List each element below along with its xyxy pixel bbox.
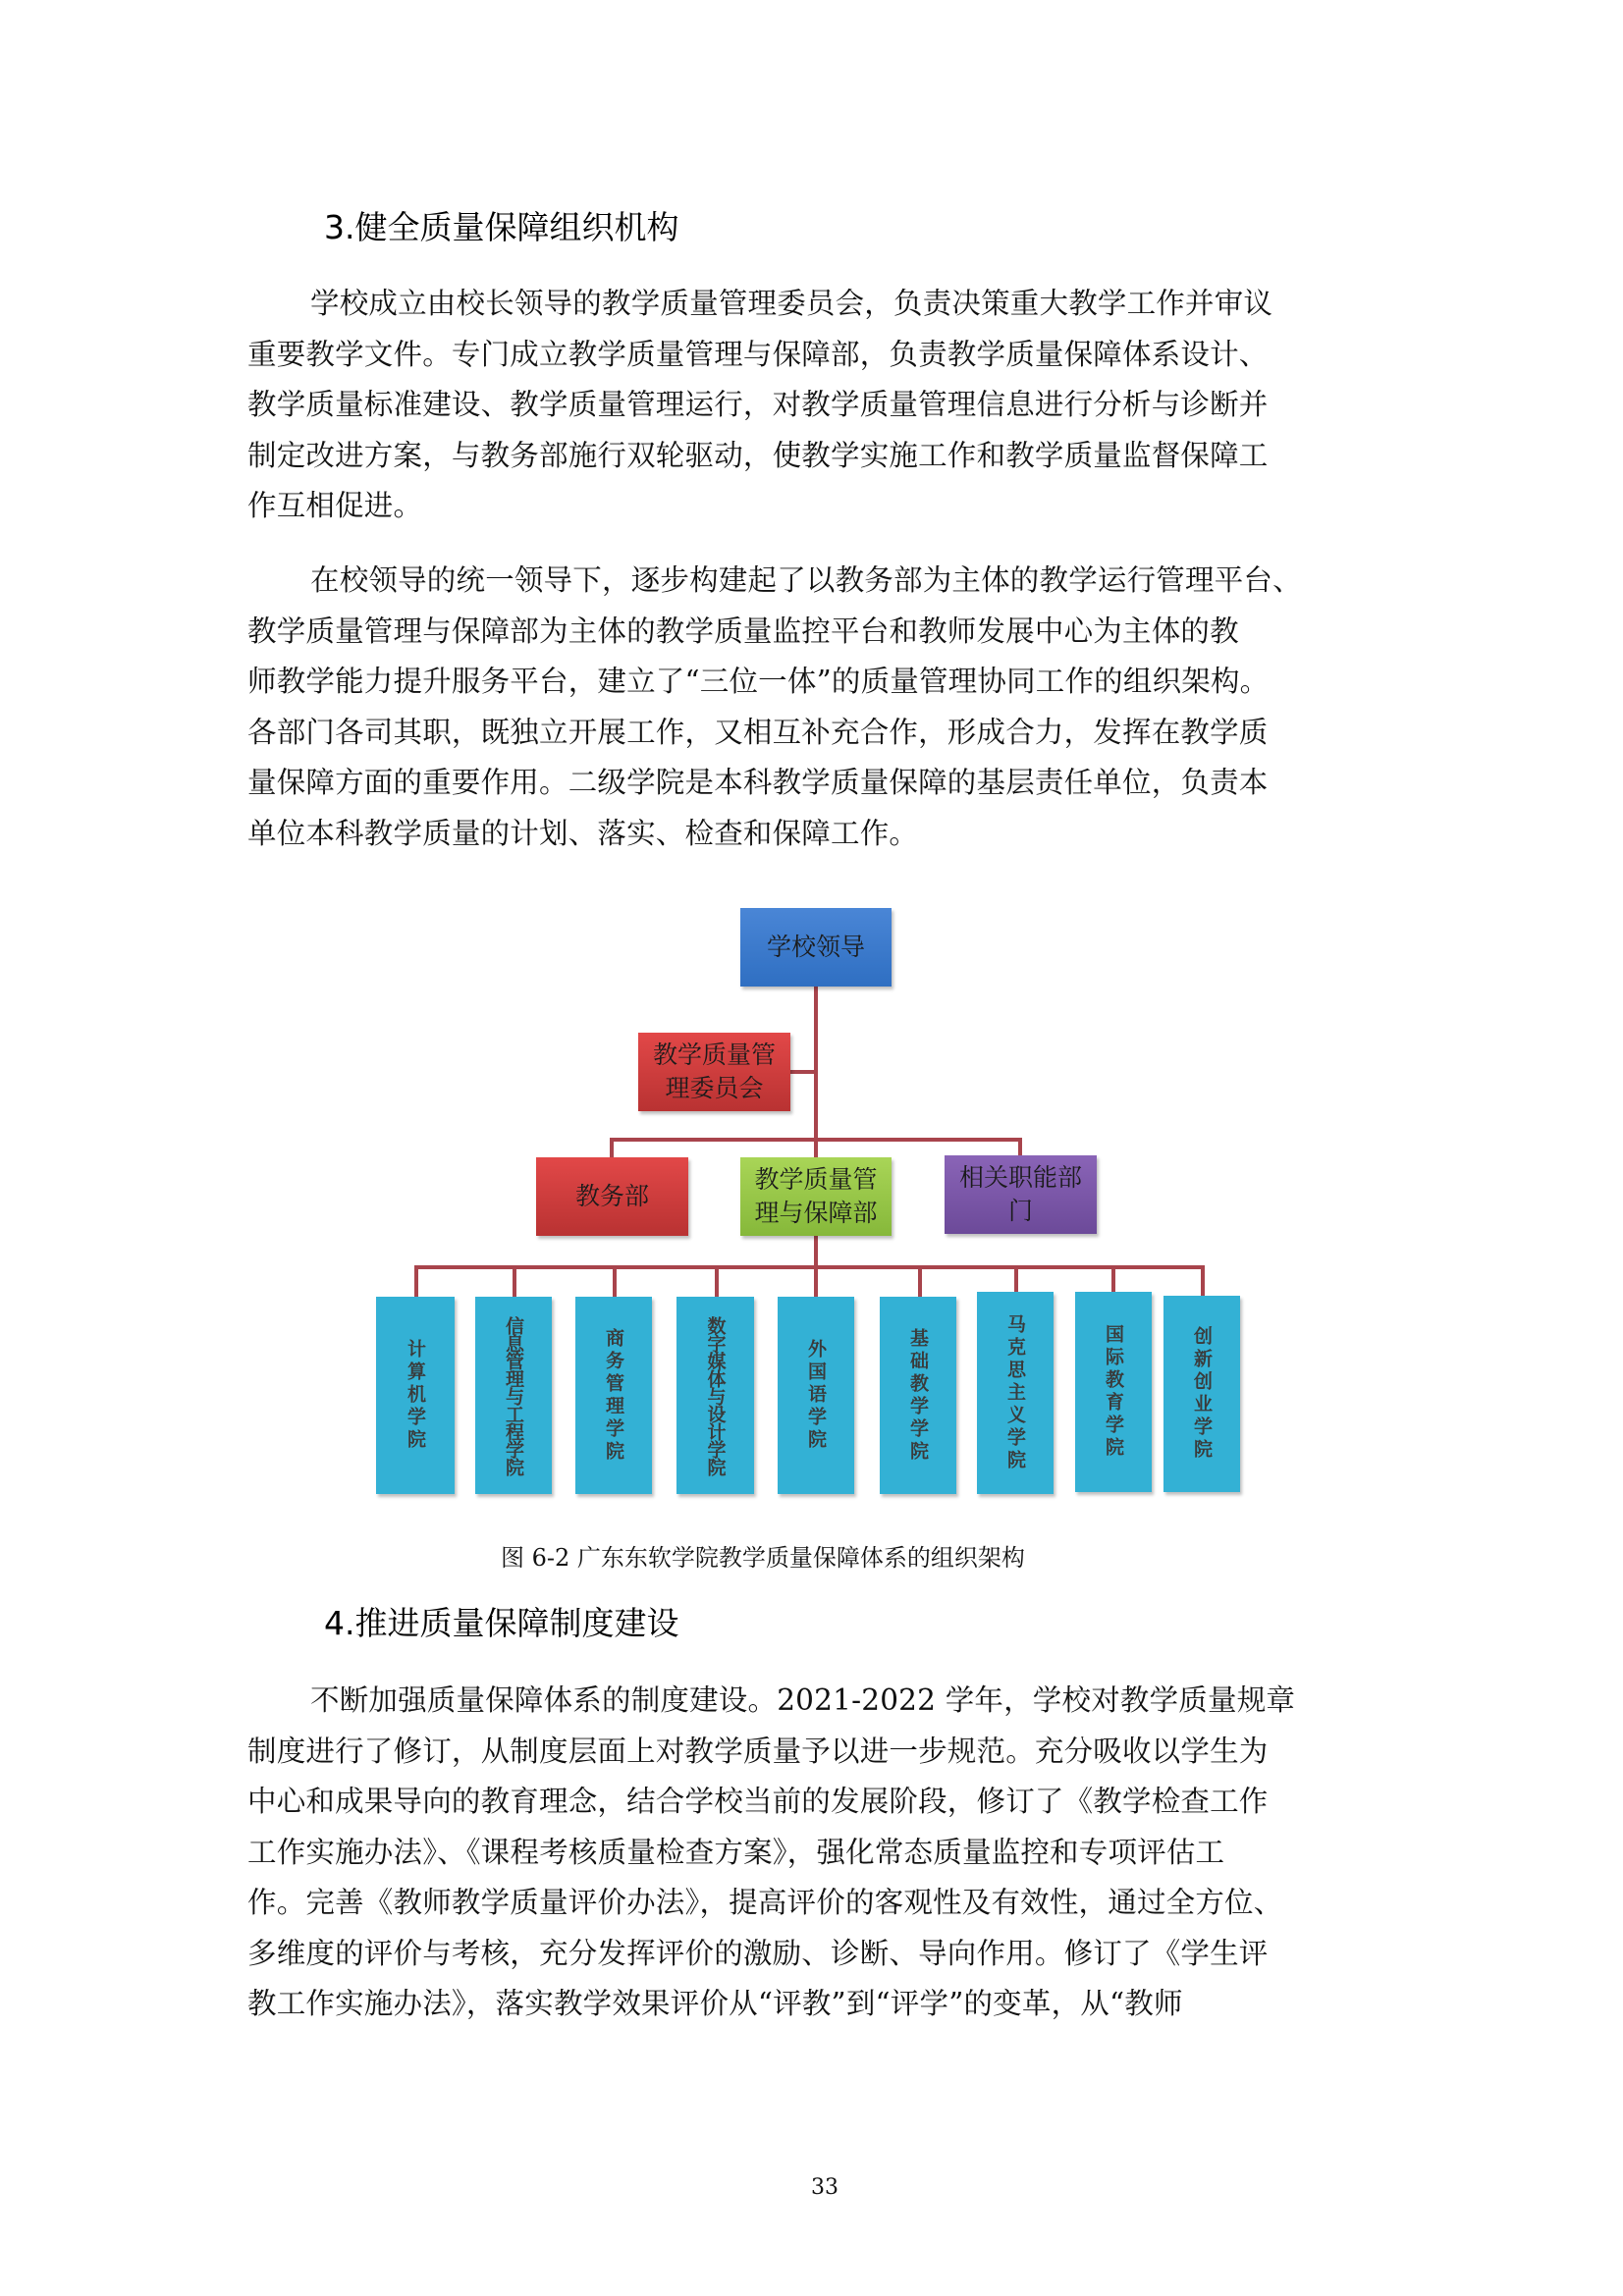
- org-node-label: 相关职能部: [958, 1163, 1082, 1192]
- text-line: 教工作实施办法》，落实教学效果评价从“评教”到“评学”的变革，从“教师: [247, 1987, 1183, 2020]
- org-node-label: 创新创业学院: [1191, 1326, 1213, 1462]
- org-node-college-basic-edu: [880, 1297, 956, 1494]
- connector-college: [513, 1265, 516, 1297]
- section-heading-4: 4.推进质量保障制度建设: [324, 1604, 679, 1642]
- section-heading-3: 3.健全质量保障组织机构: [324, 208, 679, 246]
- text-line: 作。完善《教师教学质量评价办法》，提高评价的客观性及有效性，通过全方位、: [247, 1886, 1283, 1919]
- org-node-label: 数字媒体与设计学院: [704, 1315, 727, 1475]
- connector-dept-3: [1018, 1138, 1022, 1155]
- org-node-college-business: [575, 1297, 652, 1494]
- org-node-quality-committee: [638, 1033, 790, 1111]
- connector-college: [814, 1265, 818, 1297]
- text-line: 学校成立由校长领导的教学质量管理委员会，负责决策重大教学工作并审议: [310, 287, 1273, 320]
- org-node-label: 计算机学院: [405, 1339, 426, 1452]
- connector-college: [1014, 1265, 1018, 1292]
- connector-college: [715, 1265, 719, 1297]
- text-line: 量保障方面的重要作用。二级学院是本科教学质量保障的基层责任单位，负责本: [247, 766, 1269, 799]
- org-node-label: 教学质量管: [754, 1165, 878, 1194]
- org-node-label: 理与保障部: [754, 1199, 878, 1227]
- connector-college: [613, 1265, 617, 1297]
- org-node-college-foreign-lang: [778, 1297, 854, 1494]
- text-line: 不断加强质量保障体系的制度建设。2021-2022 学年，学校对教学质量规章: [310, 1683, 1296, 1717]
- paragraph-quality-committee: [247, 279, 1392, 532]
- org-node-label: 信息管理与工程学院: [503, 1315, 524, 1475]
- org-node-college-intl-edu: [1075, 1292, 1152, 1492]
- org-node-label: 马克思主义学院: [1004, 1313, 1026, 1472]
- org-node-school-leadership: [740, 908, 892, 987]
- connector-departments-horizontal: [610, 1138, 1022, 1142]
- org-node-label: 理委员会: [665, 1074, 764, 1102]
- paragraph-three-in-one: [247, 556, 1392, 859]
- page-number: 33: [811, 2175, 839, 2200]
- org-node-label: 外国语学院: [805, 1339, 827, 1452]
- text-line: 中心和成果导向的教育理念，结合学校当前的发展阶段，修订了《教学检查工作: [247, 1785, 1269, 1818]
- org-node-label: 基础教学学院: [907, 1327, 929, 1464]
- text-line: 在校领导的统一领导下，逐步构建起了以教务部为主体的教学运行管理平台、: [310, 563, 1302, 597]
- text-line: 教学质量标准建设、教学质量管理运行，对教学质量管理信息进行分析与诊断并: [247, 388, 1269, 421]
- org-node-college-innovation: [1163, 1296, 1240, 1492]
- org-node-college-info-mgmt: [475, 1297, 552, 1494]
- org-node-academic-affairs: [536, 1157, 688, 1236]
- org-node-label: 教务部: [574, 1182, 649, 1210]
- connector-college: [1111, 1265, 1115, 1292]
- text-line: 重要教学文件。专门成立教学质量管理与保障部，负责教学质量保障体系设计、: [247, 337, 1269, 371]
- text-line: 制度进行了修订，从制度层面上对教学质量予以进一步规范。充分吸收以学生为: [247, 1734, 1269, 1768]
- connector-committee: [790, 1070, 816, 1074]
- connector-top-vertical: [814, 987, 818, 1157]
- figure-caption: 图 6-2 广东东软学院教学质量保障体系的组织架构: [501, 1544, 1025, 1572]
- text-line: 教学质量管理与保障部为主体的教学质量监控平台和教师发展中心为主体的教: [247, 614, 1239, 648]
- paragraph-quality-regulations: [247, 1676, 1392, 2030]
- connector-quality-dept-down: [814, 1236, 818, 1267]
- text-line: 各部门各司其职，既独立开展工作，又相互补充合作，形成合力，发挥在教学质: [247, 715, 1269, 749]
- org-node-quality-assurance-dept: [740, 1157, 892, 1236]
- connector-college: [918, 1265, 922, 1297]
- org-node-label: 门: [1007, 1197, 1033, 1225]
- org-node-college-computer: [376, 1297, 455, 1494]
- org-node-label: 教学质量管: [652, 1041, 776, 1069]
- org-node-label: 国际教育学院: [1103, 1324, 1124, 1460]
- text-line: 作互相促进。: [247, 489, 423, 522]
- text-line: 工作实施办法》、《课程考核质量检查方案》，强化常态质量监控和专项评估工: [247, 1835, 1225, 1869]
- connector-college: [1201, 1265, 1205, 1296]
- org-node-label: 商务管理学院: [603, 1327, 624, 1464]
- org-node-related-functional-depts: [945, 1155, 1097, 1234]
- text-line: 多维度的评价与考核，充分发挥评价的激励、诊断、导向作用。修订了《学生评: [247, 1936, 1269, 1970]
- connector-colleges-horizontal: [414, 1265, 1205, 1269]
- text-line: 师教学能力提升服务平台，建立了“三位一体”的质量管理协同工作的组织架构。: [247, 665, 1270, 698]
- text-line: 制定改进方案，与教务部施行双轮驱动，使教学实施工作和教学质量监督保障工: [247, 438, 1269, 472]
- connector-college: [414, 1265, 418, 1297]
- connector-dept-1: [610, 1138, 614, 1157]
- org-node-college-digital-media: [676, 1297, 754, 1494]
- org-node-college-marxism: [977, 1292, 1054, 1494]
- text-line: 单位本科教学质量的计划、落实、检查和保障工作。: [247, 816, 919, 850]
- org-node-label: 学校领导: [766, 933, 865, 961]
